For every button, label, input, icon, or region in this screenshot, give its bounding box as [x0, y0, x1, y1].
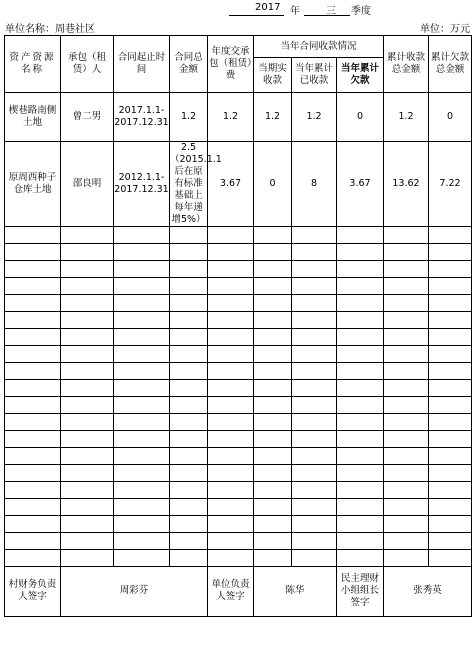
empty-cell: [61, 277, 114, 294]
header-year-cumulative-owed: 当年累计欠款: [337, 58, 384, 93]
democratic-group-name: 张秀英: [384, 566, 472, 616]
empty-cell: [292, 311, 337, 328]
empty-cell: [429, 430, 472, 447]
empty-cell: [114, 294, 170, 311]
empty-cell: [208, 362, 254, 379]
empty-cell: [384, 498, 429, 515]
report-quarter: 三: [326, 6, 336, 17]
empty-cell: [170, 345, 208, 362]
empty-cell: [337, 226, 384, 243]
empty-cell: [429, 345, 472, 362]
empty-cell: [61, 226, 114, 243]
empty-cell: [114, 243, 170, 260]
empty-cell: [429, 328, 472, 345]
cell-contract-total: [170, 142, 222, 227]
empty-cell: [292, 396, 337, 413]
empty-cell: [208, 328, 254, 345]
empty-cell: [429, 362, 472, 379]
empty-cell: [384, 532, 429, 549]
table-row: [5, 142, 472, 227]
table-row: [5, 515, 472, 532]
empty-cell: [208, 532, 254, 549]
empty-cell: [337, 413, 384, 430]
table-row: [5, 362, 472, 379]
empty-cell: [429, 515, 472, 532]
empty-cell: [114, 515, 170, 532]
cell-contractor: 曾二男: [61, 93, 114, 142]
empty-cell: [170, 413, 208, 430]
empty-cell: [384, 549, 429, 566]
empty-cell: [254, 430, 292, 447]
empty-cell: [429, 532, 472, 549]
village-finance-name: 周彩芬: [61, 566, 208, 616]
cell-contract-total: 1.2: [170, 93, 208, 142]
empty-cell: [5, 379, 61, 396]
empty-cell: [61, 481, 114, 498]
empty-cell: [292, 226, 337, 243]
table-row: [5, 464, 472, 481]
empty-cell: [208, 481, 254, 498]
empty-cell: [61, 532, 114, 549]
empty-cell: [254, 396, 292, 413]
empty-cell: [384, 413, 429, 430]
empty-cell: [337, 294, 384, 311]
empty-cell: [384, 311, 429, 328]
header-asset-name: 资产资源名称: [5, 36, 61, 93]
report-period: [0, 2, 474, 16]
empty-cell: [114, 379, 170, 396]
empty-cell: [170, 260, 208, 277]
table-row: [5, 243, 472, 260]
empty-cell: [292, 532, 337, 549]
empty-cell: [114, 328, 170, 345]
table-row: [5, 481, 472, 498]
header-contractor: 承包（租赁）人: [61, 36, 114, 93]
empty-cell: [208, 447, 254, 464]
empty-cell: [5, 294, 61, 311]
empty-cell: [114, 430, 170, 447]
cell-contract-period: [114, 93, 170, 142]
table-row: [5, 345, 472, 362]
table-row: [5, 260, 472, 277]
empty-cell: [61, 311, 114, 328]
empty-cell: [61, 396, 114, 413]
cell-year-cumulative-owed: 0: [337, 93, 384, 142]
empty-cell: [337, 447, 384, 464]
empty-cell: [337, 515, 384, 532]
empty-cell: [429, 379, 472, 396]
empty-cell: [429, 277, 472, 294]
contract-income-table: [4, 35, 472, 617]
empty-cell: [114, 277, 170, 294]
empty-cell: [292, 243, 337, 260]
empty-cell: [292, 277, 337, 294]
empty-cell: [61, 498, 114, 515]
empty-cell: [384, 277, 429, 294]
empty-cell: [170, 481, 208, 498]
empty-cell: [429, 311, 472, 328]
empty-cell: [254, 379, 292, 396]
table-row: [5, 294, 472, 311]
empty-cell: [337, 498, 384, 515]
cell-year-cumulative-owed: 3.67: [337, 142, 384, 227]
cell-contractor: 邵良明: [61, 142, 114, 227]
empty-cell: [5, 532, 61, 549]
empty-cell: [292, 549, 337, 566]
empty-cell: [208, 277, 254, 294]
empty-cell: [61, 447, 114, 464]
empty-cell: [5, 413, 61, 430]
contract-total-note: （2015.1.1后在原有标准基础上每年递增5%）: [170, 154, 222, 225]
empty-cell: [292, 515, 337, 532]
empty-cell: [114, 345, 170, 362]
cell-asset-name: 原周西种子仓库土地: [5, 142, 61, 227]
header-contract-total: 合同总金额: [170, 36, 208, 93]
cell-total-received: 13.62: [384, 142, 429, 227]
empty-cell: [170, 532, 208, 549]
empty-cell: [384, 362, 429, 379]
empty-cell: [208, 345, 254, 362]
empty-cell: [5, 430, 61, 447]
village-finance-label: 村财务负责人签字: [5, 566, 61, 616]
header-total-received: 累计收款总金额: [384, 36, 429, 93]
unit-name: 单位名称：周巷社区: [5, 24, 95, 35]
empty-cell: [337, 379, 384, 396]
empty-cell: [61, 294, 114, 311]
header-year-cumulative-received: 当年累计已收款: [292, 58, 337, 93]
empty-cell: [170, 277, 208, 294]
empty-cell: [170, 447, 208, 464]
empty-cell: [292, 379, 337, 396]
table-row: [5, 277, 472, 294]
empty-cell: [114, 464, 170, 481]
unit-head-name: 陈华: [254, 566, 337, 616]
header-annual-payable: 年度交承包（租赁）费: [208, 36, 254, 93]
empty-cell: [61, 345, 114, 362]
empty-cell: [254, 515, 292, 532]
empty-cell: [384, 328, 429, 345]
empty-cell: [208, 396, 254, 413]
report-year-suffix: 年: [290, 6, 300, 17]
empty-cell: [429, 549, 472, 566]
empty-cell: [254, 532, 292, 549]
empty-cell: [114, 498, 170, 515]
cell-current-received: 1.2: [254, 93, 292, 142]
cell-total-received: 1.2: [384, 93, 429, 142]
empty-cell: [337, 311, 384, 328]
year-underline: [229, 15, 284, 16]
empty-cell: [5, 345, 61, 362]
empty-cell: [114, 413, 170, 430]
empty-cell: [384, 345, 429, 362]
empty-cell: [292, 464, 337, 481]
cell-year-cumulative-received: 8: [292, 142, 337, 227]
period-start: 2017.1.1-: [118, 105, 165, 117]
empty-cell: [208, 260, 254, 277]
table-row: [5, 396, 472, 413]
empty-cell: [170, 226, 208, 243]
empty-cell: [429, 413, 472, 430]
empty-cell: [337, 260, 384, 277]
empty-cell: [61, 413, 114, 430]
empty-cell: [5, 464, 61, 481]
empty-cell: [384, 396, 429, 413]
table-row: [5, 328, 472, 345]
empty-cell: [61, 243, 114, 260]
empty-cell: [384, 379, 429, 396]
cell-current-received: 0: [254, 142, 292, 227]
table-row: [5, 413, 472, 430]
cell-contract-period: [114, 142, 170, 227]
empty-cell: [5, 260, 61, 277]
empty-cell: [384, 294, 429, 311]
empty-cell: [292, 481, 337, 498]
empty-cell: [208, 311, 254, 328]
empty-cell: [254, 413, 292, 430]
empty-cell: [254, 464, 292, 481]
democratic-group-label: 民主理财小组组长签字: [337, 566, 384, 616]
empty-cell: [337, 481, 384, 498]
empty-cell: [292, 498, 337, 515]
cell-total-owed: 0: [429, 93, 472, 142]
empty-cell: [208, 379, 254, 396]
empty-cell: [292, 328, 337, 345]
table-row: [5, 311, 472, 328]
empty-cell: [208, 430, 254, 447]
empty-cell: [429, 243, 472, 260]
empty-cell: [170, 328, 208, 345]
empty-cell: [254, 328, 292, 345]
empty-cell: [429, 226, 472, 243]
table-row: [5, 447, 472, 464]
empty-cell: [384, 515, 429, 532]
empty-cell: [5, 277, 61, 294]
empty-cell: [429, 396, 472, 413]
empty-cell: [5, 549, 61, 566]
empty-cell: [429, 447, 472, 464]
empty-cell: [254, 549, 292, 566]
empty-cell: [384, 430, 429, 447]
empty-cell: [337, 243, 384, 260]
empty-cell: [170, 430, 208, 447]
empty-cell: [384, 447, 429, 464]
empty-cell: [170, 294, 208, 311]
empty-cell: [114, 362, 170, 379]
empty-cell: [61, 515, 114, 532]
empty-cell: [170, 362, 208, 379]
empty-cell: [170, 379, 208, 396]
period-end: 2017.12.31: [114, 183, 169, 195]
empty-cell: [337, 362, 384, 379]
table-row: [5, 532, 472, 549]
empty-cell: [114, 481, 170, 498]
cell-annual-payable: 3.67: [208, 142, 254, 227]
unit-row: [0, 20, 474, 34]
empty-cell: [429, 498, 472, 515]
empty-cell: [61, 464, 114, 481]
empty-cell: [114, 311, 170, 328]
table-row: [5, 549, 472, 566]
empty-cell: [337, 328, 384, 345]
empty-cell: [5, 447, 61, 464]
empty-cell: [61, 260, 114, 277]
empty-cell: [61, 430, 114, 447]
empty-cell: [208, 243, 254, 260]
period-start: 2012.1.1-: [118, 171, 165, 183]
empty-cell: [337, 396, 384, 413]
empty-cell: [384, 243, 429, 260]
table-row: [5, 430, 472, 447]
empty-cell: [61, 328, 114, 345]
report-year: 2017: [255, 2, 281, 13]
empty-cell: [337, 345, 384, 362]
unit-head-label: 单位负责人签字: [208, 566, 254, 616]
empty-cell: [114, 396, 170, 413]
amount-unit: 单位：万元: [420, 24, 470, 35]
empty-cell: [5, 481, 61, 498]
empty-cell: [170, 311, 208, 328]
empty-cell: [254, 498, 292, 515]
empty-cell: [5, 328, 61, 345]
empty-cell: [254, 447, 292, 464]
header-total-owed: 累计欠款总金额: [429, 36, 472, 93]
empty-cell: [208, 413, 254, 430]
empty-cell: [254, 345, 292, 362]
empty-cell: [208, 515, 254, 532]
empty-cell: [5, 311, 61, 328]
empty-cell: [5, 396, 61, 413]
empty-cell: [337, 532, 384, 549]
empty-cell: [429, 294, 472, 311]
empty-cell: [61, 549, 114, 566]
empty-cell: [254, 311, 292, 328]
empty-cell: [5, 362, 61, 379]
empty-cell: [429, 481, 472, 498]
contract-total-value: 2.5: [180, 142, 197, 153]
empty-cell: [5, 498, 61, 515]
period-end: 2017.12.31: [114, 117, 169, 128]
empty-cell: [114, 226, 170, 243]
empty-cell: [292, 294, 337, 311]
empty-cell: [292, 430, 337, 447]
empty-cell: [170, 396, 208, 413]
empty-cell: [254, 277, 292, 294]
empty-cell: [208, 464, 254, 481]
empty-cell: [292, 260, 337, 277]
empty-cell: [337, 277, 384, 294]
empty-cell: [114, 549, 170, 566]
empty-cell: [429, 464, 472, 481]
cell-year-cumulative-received: 1.2: [292, 93, 337, 142]
empty-cell: [254, 243, 292, 260]
table-row: [5, 93, 472, 142]
empty-cell: [292, 413, 337, 430]
empty-cell: [254, 294, 292, 311]
empty-cell: [5, 515, 61, 532]
header-current-year-group: 当年合同收款情况: [254, 36, 384, 58]
header-contract-period: 合同起止时间: [114, 36, 170, 93]
empty-cell: [384, 226, 429, 243]
empty-cell: [61, 379, 114, 396]
empty-cell: [61, 362, 114, 379]
empty-cell: [170, 549, 208, 566]
cell-total-owed: 7.22: [429, 142, 472, 227]
empty-cell: [114, 260, 170, 277]
empty-cell: [254, 481, 292, 498]
quarter-underline: [304, 15, 350, 16]
empty-cell: [384, 260, 429, 277]
empty-cell: [5, 226, 61, 243]
empty-cell: [170, 243, 208, 260]
empty-cell: [208, 294, 254, 311]
empty-cell: [429, 260, 472, 277]
empty-cell: [254, 260, 292, 277]
empty-cell: [337, 464, 384, 481]
empty-cell: [208, 549, 254, 566]
table-row: [5, 226, 472, 243]
signature-row: [5, 566, 472, 616]
empty-cell: [114, 532, 170, 549]
empty-cell: [208, 498, 254, 515]
empty-cell: [384, 481, 429, 498]
empty-cell: [292, 362, 337, 379]
cell-asset-name: 楔巷路南侧土地: [5, 93, 61, 142]
empty-cell: [384, 464, 429, 481]
empty-cell: [170, 498, 208, 515]
empty-cell: [337, 430, 384, 447]
empty-cell: [292, 345, 337, 362]
empty-cell: [208, 226, 254, 243]
empty-cell: [170, 464, 208, 481]
header-row-1: [5, 36, 472, 58]
table-row: [5, 379, 472, 396]
empty-cell: [254, 362, 292, 379]
empty-cell: [337, 549, 384, 566]
empty-cell: [5, 243, 61, 260]
table-row: [5, 498, 472, 515]
empty-cell: [292, 447, 337, 464]
cell-annual-payable: 1.2: [208, 93, 254, 142]
empty-cell: [170, 515, 208, 532]
empty-cell: [254, 226, 292, 243]
header-current-received: 当期实收款: [254, 58, 292, 93]
report-quarter-suffix: 季度: [351, 6, 371, 17]
empty-cell: [114, 447, 170, 464]
